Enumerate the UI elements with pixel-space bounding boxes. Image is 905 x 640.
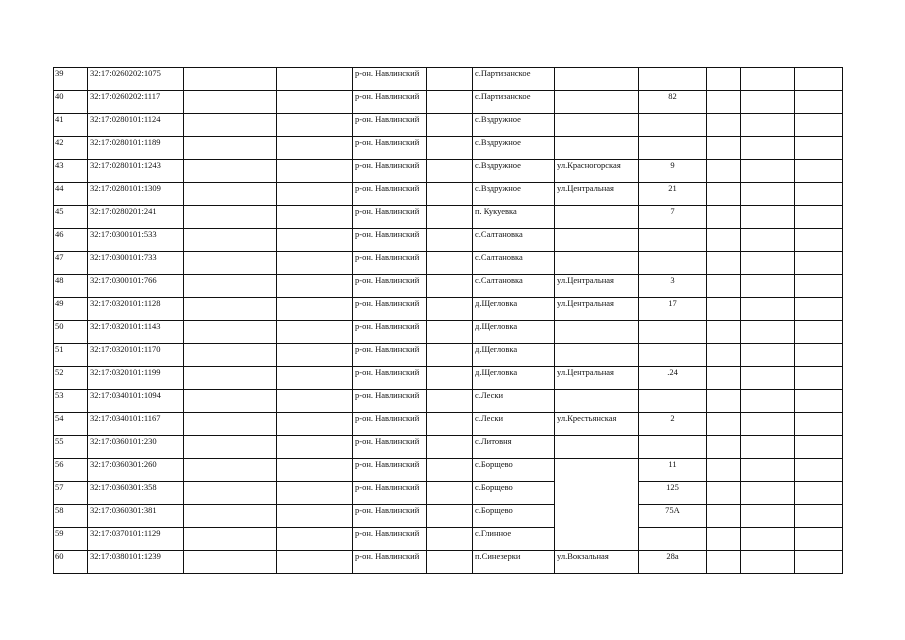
- empty-cell: [427, 252, 473, 275]
- table-row: [54, 114, 843, 137]
- cadastral-number-cell: 32:17:0360301:260: [88, 459, 184, 482]
- house-number-cell: [639, 114, 707, 137]
- empty-cell: [707, 321, 741, 344]
- registry-table-body: [54, 68, 843, 574]
- empty-cell: [741, 551, 795, 574]
- empty-cell: [427, 160, 473, 183]
- empty-cell: [184, 551, 277, 574]
- empty-cell: [184, 459, 277, 482]
- empty-cell: [184, 298, 277, 321]
- empty-cell: [427, 114, 473, 137]
- empty-cell: [795, 390, 843, 413]
- district-cell: р-он. Навлинский: [353, 206, 427, 229]
- empty-cell: [795, 275, 843, 298]
- street-cell: [555, 321, 639, 344]
- street-cell: ул.Центральная: [555, 275, 639, 298]
- cadastral-number-cell: 32:17:0360301:358: [88, 482, 184, 505]
- table-row: [54, 436, 843, 459]
- empty-cell: [707, 413, 741, 436]
- settlement-cell: с.Вздружное: [473, 183, 555, 206]
- empty-cell: [184, 137, 277, 160]
- settlement-cell: с.Вздружное: [473, 160, 555, 183]
- empty-cell: [741, 321, 795, 344]
- empty-cell: [277, 551, 353, 574]
- empty-cell: [707, 459, 741, 482]
- table-row: [54, 275, 843, 298]
- empty-cell: [277, 459, 353, 482]
- row-number-cell: 52: [54, 367, 88, 390]
- settlement-cell: с.Партизанское: [473, 91, 555, 114]
- empty-cell: [707, 252, 741, 275]
- row-number-cell: 39: [54, 68, 88, 91]
- row-number-cell: 43: [54, 160, 88, 183]
- street-cell: [555, 482, 639, 505]
- settlement-cell: д.Щегловка: [473, 344, 555, 367]
- empty-cell: [184, 413, 277, 436]
- table-row: [54, 160, 843, 183]
- house-number-cell: 82: [639, 91, 707, 114]
- empty-cell: [427, 413, 473, 436]
- empty-cell: [741, 68, 795, 91]
- empty-cell: [427, 91, 473, 114]
- house-number-cell: .24: [639, 367, 707, 390]
- row-number-cell: 50: [54, 321, 88, 344]
- empty-cell: [277, 229, 353, 252]
- house-number-cell: [639, 229, 707, 252]
- street-cell: ул.Вокзальная: [555, 551, 639, 574]
- empty-cell: [427, 183, 473, 206]
- empty-cell: [277, 344, 353, 367]
- district-cell: р-он. Навлинский: [353, 344, 427, 367]
- row-number-cell: 49: [54, 298, 88, 321]
- table-row: [54, 459, 843, 482]
- street-cell: [555, 505, 639, 528]
- house-number-cell: 11: [639, 459, 707, 482]
- street-cell: [555, 252, 639, 275]
- empty-cell: [741, 206, 795, 229]
- empty-cell: [184, 183, 277, 206]
- settlement-cell: с.Лески: [473, 413, 555, 436]
- empty-cell: [427, 459, 473, 482]
- empty-cell: [707, 275, 741, 298]
- row-number-cell: 54: [54, 413, 88, 436]
- row-number-cell: 48: [54, 275, 88, 298]
- cadastral-number-cell: 32:17:0360301:381: [88, 505, 184, 528]
- cadastral-number-cell: 32:17:0320101:1128: [88, 298, 184, 321]
- empty-cell: [427, 390, 473, 413]
- house-number-cell: 125: [639, 482, 707, 505]
- district-cell: р-он. Навлинский: [353, 321, 427, 344]
- house-number-cell: [639, 528, 707, 551]
- empty-cell: [184, 321, 277, 344]
- empty-cell: [741, 160, 795, 183]
- house-number-cell: [639, 252, 707, 275]
- table-row: [54, 298, 843, 321]
- cadastral-number-cell: 32:17:0340101:1167: [88, 413, 184, 436]
- empty-cell: [707, 68, 741, 91]
- table-row: [54, 229, 843, 252]
- row-number-cell: 45: [54, 206, 88, 229]
- cadastral-number-cell: 32:17:0260202:1117: [88, 91, 184, 114]
- empty-cell: [795, 551, 843, 574]
- cadastral-number-cell: 32:17:0370101:1129: [88, 528, 184, 551]
- empty-cell: [277, 505, 353, 528]
- house-number-cell: [639, 390, 707, 413]
- settlement-cell: с.Вздружное: [473, 114, 555, 137]
- row-number-cell: 60: [54, 551, 88, 574]
- empty-cell: [707, 482, 741, 505]
- table-row: [54, 206, 843, 229]
- empty-cell: [184, 68, 277, 91]
- street-cell: [555, 459, 639, 482]
- empty-cell: [427, 436, 473, 459]
- house-number-cell: 75А: [639, 505, 707, 528]
- table-row: [54, 482, 843, 505]
- empty-cell: [427, 298, 473, 321]
- empty-cell: [184, 390, 277, 413]
- empty-cell: [707, 206, 741, 229]
- district-cell: р-он. Навлинский: [353, 482, 427, 505]
- district-cell: р-он. Навлинский: [353, 298, 427, 321]
- row-number-cell: 41: [54, 114, 88, 137]
- empty-cell: [795, 206, 843, 229]
- street-cell: ул.Центральная: [555, 183, 639, 206]
- empty-cell: [795, 137, 843, 160]
- settlement-cell: п.Синезерки: [473, 551, 555, 574]
- table-row: [54, 413, 843, 436]
- district-cell: р-он. Навлинский: [353, 436, 427, 459]
- street-cell: [555, 137, 639, 160]
- empty-cell: [277, 252, 353, 275]
- row-number-cell: 40: [54, 91, 88, 114]
- table-row: [54, 91, 843, 114]
- table-row: [54, 390, 843, 413]
- house-number-cell: [639, 68, 707, 91]
- cadastral-number-cell: 32:17:0300101:733: [88, 252, 184, 275]
- empty-cell: [277, 206, 353, 229]
- empty-cell: [795, 367, 843, 390]
- empty-cell: [707, 367, 741, 390]
- district-cell: р-он. Навлинский: [353, 275, 427, 298]
- table-row: [54, 344, 843, 367]
- table-row: [54, 183, 843, 206]
- empty-cell: [184, 482, 277, 505]
- settlement-cell: с.Вздружное: [473, 137, 555, 160]
- empty-cell: [741, 275, 795, 298]
- cadastral-number-cell: 32:17:0300101:533: [88, 229, 184, 252]
- empty-cell: [277, 183, 353, 206]
- empty-cell: [795, 413, 843, 436]
- house-number-cell: 28а: [639, 551, 707, 574]
- street-cell: ул.Центральная: [555, 367, 639, 390]
- cadastral-number-cell: 32:17:0320101:1143: [88, 321, 184, 344]
- cadastral-number-cell: 32:17:0300101:766: [88, 275, 184, 298]
- empty-cell: [707, 505, 741, 528]
- empty-cell: [427, 229, 473, 252]
- street-cell: [555, 436, 639, 459]
- empty-cell: [277, 298, 353, 321]
- empty-cell: [795, 229, 843, 252]
- empty-cell: [277, 321, 353, 344]
- empty-cell: [277, 390, 353, 413]
- settlement-cell: с.Салтановка: [473, 252, 555, 275]
- empty-cell: [184, 114, 277, 137]
- row-number-cell: 57: [54, 482, 88, 505]
- empty-cell: [707, 390, 741, 413]
- street-cell: [555, 91, 639, 114]
- empty-cell: [795, 252, 843, 275]
- district-cell: р-он. Навлинский: [353, 229, 427, 252]
- empty-cell: [741, 344, 795, 367]
- row-number-cell: 56: [54, 459, 88, 482]
- empty-cell: [741, 137, 795, 160]
- empty-cell: [707, 436, 741, 459]
- house-number-cell: [639, 137, 707, 160]
- empty-cell: [795, 459, 843, 482]
- row-number-cell: 42: [54, 137, 88, 160]
- table-row: [54, 68, 843, 91]
- empty-cell: [795, 482, 843, 505]
- cadastral-number-cell: 32:17:0340101:1094: [88, 390, 184, 413]
- settlement-cell: с.Борщево: [473, 505, 555, 528]
- district-cell: р-он. Навлинский: [353, 367, 427, 390]
- empty-cell: [741, 390, 795, 413]
- street-cell: [555, 390, 639, 413]
- district-cell: р-он. Навлинский: [353, 183, 427, 206]
- row-number-cell: 44: [54, 183, 88, 206]
- cadastral-number-cell: 32:17:0320101:1199: [88, 367, 184, 390]
- settlement-cell: д.Щегловка: [473, 367, 555, 390]
- empty-cell: [707, 114, 741, 137]
- house-number-cell: 9: [639, 160, 707, 183]
- empty-cell: [427, 528, 473, 551]
- empty-cell: [707, 183, 741, 206]
- empty-cell: [707, 551, 741, 574]
- street-cell: [555, 68, 639, 91]
- settlement-cell: с.Салтановка: [473, 229, 555, 252]
- empty-cell: [427, 482, 473, 505]
- empty-cell: [184, 367, 277, 390]
- empty-cell: [427, 206, 473, 229]
- district-cell: р-он. Навлинский: [353, 390, 427, 413]
- table-row: [54, 252, 843, 275]
- empty-cell: [184, 436, 277, 459]
- street-cell: ул.Крестьянская: [555, 413, 639, 436]
- cadastral-number-cell: 32:17:0280201:241: [88, 206, 184, 229]
- empty-cell: [741, 252, 795, 275]
- settlement-cell: с.Литовня: [473, 436, 555, 459]
- empty-cell: [184, 160, 277, 183]
- district-cell: р-он. Навлинский: [353, 551, 427, 574]
- street-cell: ул.Красногорская: [555, 160, 639, 183]
- empty-cell: [707, 344, 741, 367]
- settlement-cell: д.Щегловка: [473, 321, 555, 344]
- district-cell: р-он. Навлинский: [353, 160, 427, 183]
- empty-cell: [741, 459, 795, 482]
- settlement-cell: д.Щегловка: [473, 298, 555, 321]
- empty-cell: [427, 137, 473, 160]
- empty-cell: [707, 298, 741, 321]
- empty-cell: [427, 367, 473, 390]
- district-cell: р-он. Навлинский: [353, 528, 427, 551]
- empty-cell: [741, 367, 795, 390]
- empty-cell: [184, 528, 277, 551]
- empty-cell: [707, 229, 741, 252]
- empty-cell: [707, 137, 741, 160]
- empty-cell: [741, 528, 795, 551]
- row-number-cell: 55: [54, 436, 88, 459]
- street-cell: [555, 344, 639, 367]
- cadastral-number-cell: 32:17:0280101:1124: [88, 114, 184, 137]
- house-number-cell: 2: [639, 413, 707, 436]
- empty-cell: [277, 137, 353, 160]
- table-row: [54, 367, 843, 390]
- settlement-cell: с.Борщево: [473, 482, 555, 505]
- cadastral-number-cell: 32:17:0280101:1309: [88, 183, 184, 206]
- empty-cell: [184, 252, 277, 275]
- row-number-cell: 46: [54, 229, 88, 252]
- settlement-cell: с.Глинное: [473, 528, 555, 551]
- house-number-cell: [639, 321, 707, 344]
- settlement-cell: с.Партизанское: [473, 68, 555, 91]
- row-number-cell: 58: [54, 505, 88, 528]
- empty-cell: [427, 275, 473, 298]
- table-row: [54, 137, 843, 160]
- empty-cell: [277, 160, 353, 183]
- empty-cell: [741, 91, 795, 114]
- row-number-cell: 47: [54, 252, 88, 275]
- empty-cell: [427, 551, 473, 574]
- empty-cell: [741, 183, 795, 206]
- empty-cell: [427, 68, 473, 91]
- cadastral-number-cell: 32:17:0280101:1189: [88, 137, 184, 160]
- empty-cell: [707, 91, 741, 114]
- empty-cell: [741, 436, 795, 459]
- empty-cell: [795, 505, 843, 528]
- empty-cell: [795, 68, 843, 91]
- empty-cell: [707, 160, 741, 183]
- cadastral-number-cell: 32:17:0320101:1170: [88, 344, 184, 367]
- street-cell: [555, 114, 639, 137]
- empty-cell: [277, 482, 353, 505]
- district-cell: р-он. Навлинский: [353, 91, 427, 114]
- house-number-cell: [639, 344, 707, 367]
- empty-cell: [795, 298, 843, 321]
- cadastral-number-cell: 32:17:0280101:1243: [88, 160, 184, 183]
- empty-cell: [184, 275, 277, 298]
- empty-cell: [184, 344, 277, 367]
- empty-cell: [795, 183, 843, 206]
- empty-cell: [184, 206, 277, 229]
- empty-cell: [707, 528, 741, 551]
- street-cell: [555, 229, 639, 252]
- empty-cell: [795, 160, 843, 183]
- empty-cell: [741, 114, 795, 137]
- district-cell: р-он. Навлинский: [353, 252, 427, 275]
- district-cell: р-он. Навлинский: [353, 459, 427, 482]
- empty-cell: [741, 298, 795, 321]
- table-row: [54, 321, 843, 344]
- street-cell: [555, 528, 639, 551]
- district-cell: р-он. Навлинский: [353, 114, 427, 137]
- cadastral-number-cell: 32:17:0260202:1075: [88, 68, 184, 91]
- settlement-cell: с.Борщево: [473, 459, 555, 482]
- cadastral-number-cell: 32:17:0360101:230: [88, 436, 184, 459]
- empty-cell: [184, 91, 277, 114]
- empty-cell: [277, 413, 353, 436]
- empty-cell: [277, 528, 353, 551]
- empty-cell: [741, 505, 795, 528]
- row-number-cell: 59: [54, 528, 88, 551]
- cadastral-number-cell: 32:17:0380101:1239: [88, 551, 184, 574]
- district-cell: р-он. Навлинский: [353, 137, 427, 160]
- house-number-cell: 7: [639, 206, 707, 229]
- empty-cell: [795, 436, 843, 459]
- empty-cell: [795, 114, 843, 137]
- empty-cell: [277, 114, 353, 137]
- empty-cell: [795, 344, 843, 367]
- street-cell: ул.Центральная: [555, 298, 639, 321]
- empty-cell: [277, 367, 353, 390]
- empty-cell: [427, 321, 473, 344]
- empty-cell: [795, 91, 843, 114]
- empty-cell: [427, 344, 473, 367]
- empty-cell: [795, 528, 843, 551]
- settlement-cell: п. Кукуевка: [473, 206, 555, 229]
- table-row: [54, 528, 843, 551]
- row-number-cell: 51: [54, 344, 88, 367]
- registry-table: [53, 67, 843, 574]
- settlement-cell: с.Лески: [473, 390, 555, 413]
- empty-cell: [277, 68, 353, 91]
- table-row: [54, 505, 843, 528]
- empty-cell: [277, 275, 353, 298]
- house-number-cell: 17: [639, 298, 707, 321]
- empty-cell: [741, 413, 795, 436]
- table-row: [54, 551, 843, 574]
- empty-cell: [427, 505, 473, 528]
- district-cell: р-он. Навлинский: [353, 68, 427, 91]
- house-number-cell: [639, 436, 707, 459]
- settlement-cell: с.Салтановка: [473, 275, 555, 298]
- empty-cell: [277, 91, 353, 114]
- district-cell: р-он. Навлинский: [353, 505, 427, 528]
- house-number-cell: 3: [639, 275, 707, 298]
- empty-cell: [795, 321, 843, 344]
- row-number-cell: 53: [54, 390, 88, 413]
- street-cell: [555, 206, 639, 229]
- empty-cell: [741, 229, 795, 252]
- empty-cell: [277, 436, 353, 459]
- house-number-cell: 21: [639, 183, 707, 206]
- district-cell: р-он. Навлинский: [353, 413, 427, 436]
- empty-cell: [741, 482, 795, 505]
- empty-cell: [184, 229, 277, 252]
- empty-cell: [184, 505, 277, 528]
